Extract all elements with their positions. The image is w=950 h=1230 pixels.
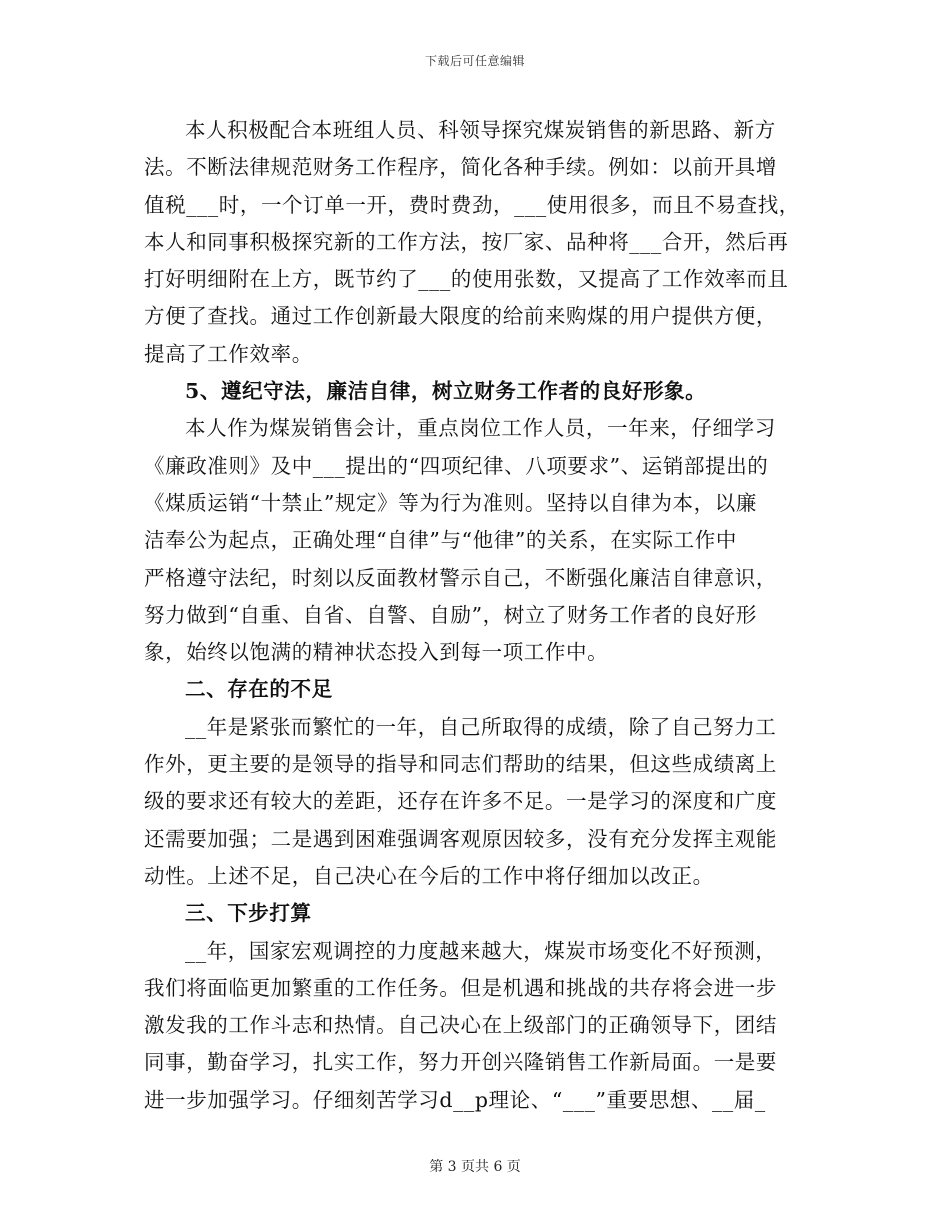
text-line: 严格遵守法纪，时刻以反面教材警示自己，不断强化廉洁自律意识， xyxy=(144,565,777,590)
text-line: 值税___时，一个订单一开，费时费劲，___使用很多，而且不易查找， xyxy=(144,192,800,217)
text-line: 本人积极配合本班组人员、科领导探究煤炭销售的新思路、新方 xyxy=(185,118,776,142)
text-line: 洁奉公为起点，正确处理“自律”与“他律”的关系，在实际工作中 xyxy=(144,528,737,553)
text-line: 提高了工作效率。 xyxy=(144,341,313,366)
section-heading: 三、下步打算 xyxy=(185,901,312,926)
text-line: 还需要加强；二是遇到困难强调客观原因较多，没有充分发挥主观能 xyxy=(144,826,777,851)
text-line: 动性。上述不足，自己决心在今后的工作中将仔细加以改正。 xyxy=(144,863,714,888)
text-line: 《煤质运销“十禁止”规定》等为行为准则。坚持以自律为本，以廉 xyxy=(144,490,757,515)
text-line: 本人和同事积极探究新的工作方法，按厂家、品种将___合开，然后再 xyxy=(144,229,789,254)
section-heading: 5、遵纪守法，廉洁自律，树立财务工作者的良好形象。 xyxy=(185,379,707,404)
text-line: 作外，更主要的是领导的指导和同志们帮助的结果，但这些成绩离上 xyxy=(144,752,777,777)
text-line: 《廉政准则》及中___提出的“四项纪律、八项要求”、运销部提出的 xyxy=(144,453,769,478)
section-heading: 二、存在的不足 xyxy=(185,677,333,702)
document-body xyxy=(144,112,804,1119)
text-line: 努力做到“自重、自省、自警、自励”，树立了财务工作者的良好形 xyxy=(144,602,757,627)
text-line: 进一步加强学习。仔细刻苦学习d__p理论、“___”重要思想、__届_ xyxy=(144,1087,766,1112)
text-line: 法。不断法律规范财务工作程序，简化各种手续。例如：以前开具增 xyxy=(144,155,777,180)
text-line: 级的要求还有较大的差距，还存在许多不足。一是学习的深度和广度 xyxy=(144,789,777,814)
page-header: 下载后可任意编辑 xyxy=(424,54,525,68)
text-line: __年，国家宏观调控的力度越来越大，煤炭市场变化不好预测， xyxy=(185,938,777,963)
text-line: 同事，勤奋学习，扎实工作，努力开创兴隆销售工作新局面。一是要 xyxy=(144,1050,777,1075)
text-line: 我们将面临更加繁重的工作任务。但是机遇和挑战的共存将会进一步 xyxy=(144,975,777,1000)
text-line: 本人作为煤炭销售会计，重点岗位工作人员，一年来，仔细学习 xyxy=(185,416,776,441)
text-line: 打好明细附在上方，既节约了___的使用张数，又提高了工作效率而且 xyxy=(144,267,789,292)
text-line: 激发我的工作斗志和热情。自己决心在上级部门的正确领导下，团结 xyxy=(144,1013,777,1038)
text-line: 象，始终以饱满的精神状态投入到每一项工作中。 xyxy=(144,640,609,665)
page-footer: 第 3 页共 6 页 xyxy=(429,1159,521,1175)
text-line: __年是紧张而繁忙的一年，自己所取得的成绩，除了自己努力工 xyxy=(185,714,777,739)
text-line: 方便了查找。通过工作创新最大限度的给前来购煤的用户提供方便， xyxy=(144,304,777,329)
